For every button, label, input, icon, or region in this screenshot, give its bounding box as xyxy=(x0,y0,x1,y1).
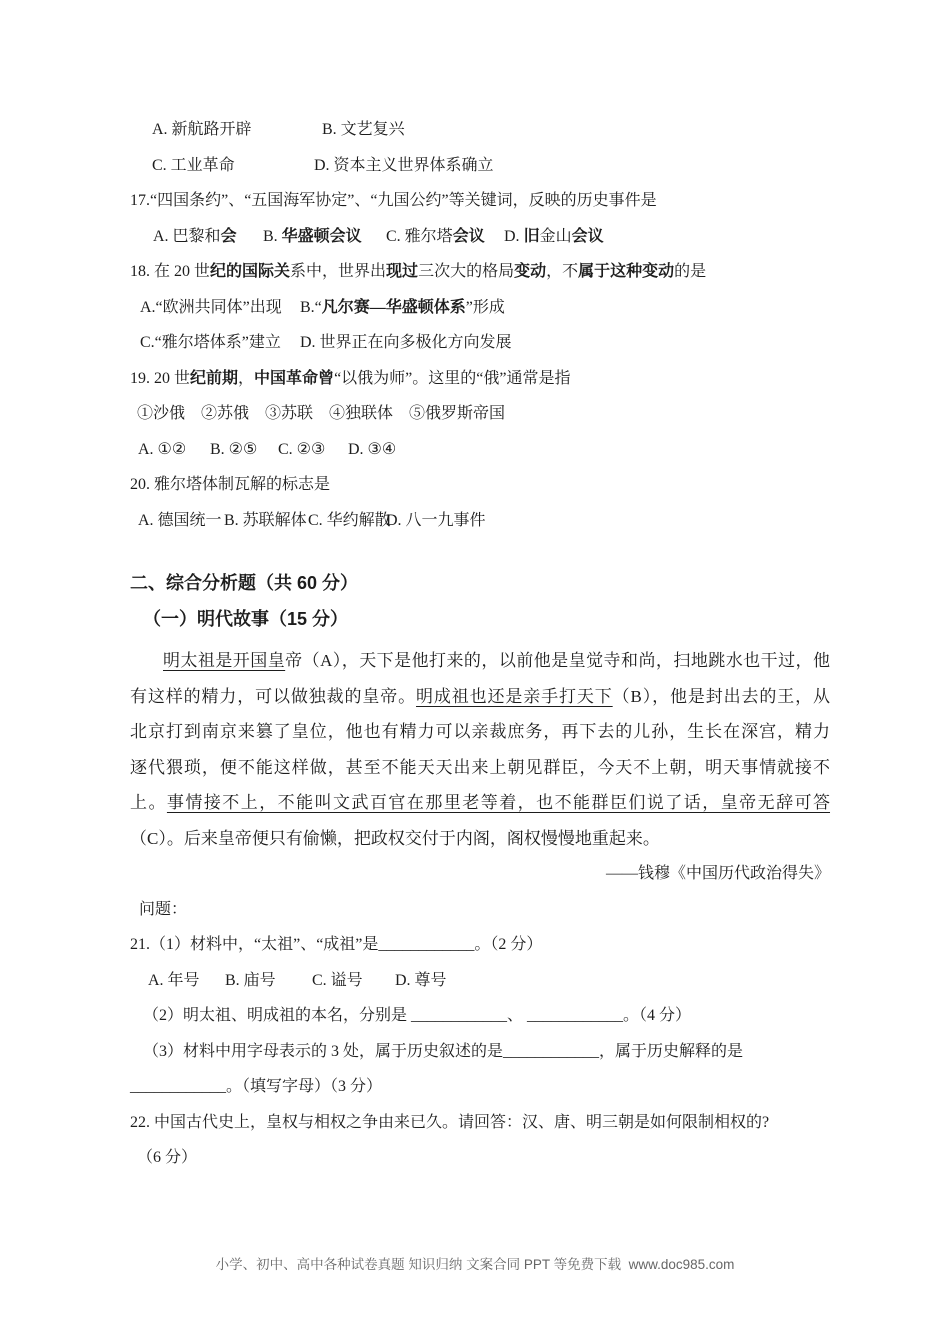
text-run: 18. 在 20 世 xyxy=(130,263,211,280)
text-run: ——钱穆《中国历代政治得失》 xyxy=(605,865,830,882)
text-run: 20. 雅尔塔体制瓦解的标志是 xyxy=(130,476,331,493)
q20-options xyxy=(130,503,830,539)
text-run: 北京打到南京来篡了皇位，他也有精力可以亲裁庶务，再下去的儿孙，生长在深宫，精力 xyxy=(130,722,830,741)
q17-stem xyxy=(130,183,830,219)
passage-line-5 xyxy=(130,785,830,821)
q19-items xyxy=(130,396,830,432)
text-run: 逐代猥琐，便不能这样做，甚至不能天天出来上朝见群臣，今天不上朝，明天事情就接不 xyxy=(130,757,830,777)
text-run: 纪的国际关 xyxy=(210,263,291,280)
text-run: 二、综合分析题（共 60 分） xyxy=(130,573,359,593)
option-cell xyxy=(300,290,505,326)
text-run: 上。 xyxy=(130,793,167,812)
option-cell xyxy=(225,963,312,999)
passage-line-1 xyxy=(130,643,830,679)
q18-option-row-ab xyxy=(130,290,830,326)
option-cell xyxy=(263,219,386,255)
q18-option-row-cd xyxy=(130,325,830,361)
q17-options xyxy=(130,219,830,255)
text-run: 事情接不上，不能叫文武百官在那里老等着，也不能群臣们说了话，皇帝无辞可答 xyxy=(166,793,831,812)
text-run: B. ②⑤ xyxy=(210,440,258,458)
option-cell xyxy=(153,219,263,255)
option-cell xyxy=(210,432,278,468)
text-run: D. ③④ xyxy=(348,440,397,458)
text-run: （C）。后来皇帝便只有偷懒，把政权交付于内阁，阁权慢慢地重起来。 xyxy=(130,828,660,848)
passage-line-3 xyxy=(130,714,830,750)
source-attribution xyxy=(130,856,830,892)
text-run: 17.“四国条约”、“五国海军协定”、“九国公约”等关键词，反映的历史事件是 xyxy=(130,192,657,209)
text-run: A.“欧洲共同体”出现 xyxy=(140,298,282,316)
option-cell xyxy=(322,112,405,148)
option-cell xyxy=(312,963,395,999)
text-run: （2）明太祖、明成祖的本名，分别是 ____________、 ____________。（4 分） xyxy=(143,1007,692,1024)
section-2-heading xyxy=(130,566,830,602)
text-run: 有这样的精力，可以做独裁的皇帝。 xyxy=(130,686,417,706)
option-cell xyxy=(504,219,604,255)
option-cell xyxy=(348,432,396,468)
text-run: D. 八一九事件 xyxy=(386,511,486,529)
q21-options xyxy=(130,963,830,999)
q21-part1-stem xyxy=(130,927,830,963)
q21-part3-continued xyxy=(130,1069,830,1105)
option-cell xyxy=(386,219,504,255)
text-run: ，不 xyxy=(546,263,579,280)
text-run: ， xyxy=(238,369,255,387)
q22-stem xyxy=(130,1105,830,1141)
text-run: 三次大的格局 xyxy=(418,263,515,280)
q20-stem xyxy=(130,467,830,503)
text-run: C. 华约解散 xyxy=(308,511,391,529)
option-cell xyxy=(308,503,391,539)
text-run: C. 工业革命 xyxy=(152,156,235,174)
text-run: 会议 xyxy=(571,227,604,245)
part-1-heading xyxy=(130,602,830,638)
text-run: A. ①② xyxy=(138,440,187,458)
option-cell xyxy=(138,503,224,539)
text-run: 旧 xyxy=(523,227,540,245)
text-run: D. 资本主义世界体系确立 xyxy=(314,156,494,174)
text-run: 系中，世界出 xyxy=(290,263,387,280)
text-run: （B），他是封出去的王，从 xyxy=(612,686,831,706)
passage-line-6 xyxy=(130,821,830,857)
text-run: 22. 中国古代史上，皇权与相权之争由来已久。请回答：汉、唐、明三朝是如何限制相权的? xyxy=(130,1113,770,1131)
text-run: 会议 xyxy=(452,227,485,245)
text-run: ____________。（填写字母）（3 分） xyxy=(130,1078,383,1095)
text-run: C. 雅尔塔 xyxy=(386,227,453,245)
option-cell xyxy=(395,963,447,999)
text-run: B. 文艺复兴 xyxy=(322,121,405,138)
q22-points xyxy=(130,1140,830,1176)
text-run: 金山 xyxy=(539,227,572,245)
text-run: A. 巴黎和 xyxy=(153,227,221,245)
text-run: D. xyxy=(504,227,524,245)
q21-part2-stem xyxy=(130,998,830,1034)
option-cell xyxy=(152,112,322,148)
option-cell xyxy=(314,148,494,184)
q16-option-row-cd xyxy=(130,148,830,184)
text-run: ①沙俄 ②苏俄 ③苏联 ④独联体 ⑤俄罗斯帝国 xyxy=(137,405,506,422)
option-cell xyxy=(138,432,210,468)
option-cell xyxy=(386,503,486,539)
text-run: 属于这种变动 xyxy=(578,263,675,280)
q21-part3-stem xyxy=(130,1034,830,1070)
questions-label xyxy=(130,892,830,928)
option-cell xyxy=(224,503,308,539)
text-run: B.“ xyxy=(300,298,322,316)
text-run: “以俄为师”。这里的“俄”通常是指 xyxy=(334,369,571,387)
text-run: B. 苏联解体 xyxy=(224,511,307,529)
option-cell xyxy=(140,290,300,326)
text-run: 明成祖也还是亲手打天下 xyxy=(416,686,613,706)
text-run: 现过 xyxy=(386,263,419,280)
text-run: 纪前期 xyxy=(190,369,239,387)
text-run: D. 尊号 xyxy=(395,971,447,989)
text-run: 华盛顿会议 xyxy=(281,227,362,245)
option-cell xyxy=(300,325,512,361)
option-cell xyxy=(278,432,348,468)
option-cell xyxy=(140,325,300,361)
text-run: B. 庙号 xyxy=(225,971,276,989)
q16-option-row-ab xyxy=(130,112,830,148)
text-run: C.“雅尔塔体系”建立 xyxy=(140,334,281,351)
text-run: 明太祖是开国皇 xyxy=(163,651,286,670)
text-run: （3）材料中用字母表示的 3 处，属于历史叙述的是____________，属于历史解释的是 xyxy=(143,1042,744,1060)
text-run: （一）明代故事（15 分） xyxy=(143,608,349,629)
text-run: 凡尔赛—华盛顿体系 xyxy=(321,298,466,316)
text-run: B. xyxy=(263,227,282,245)
text-run: 的是 xyxy=(674,263,707,280)
document-body xyxy=(130,112,830,1176)
q19-stem xyxy=(130,361,830,397)
text-run: 变动 xyxy=(514,263,547,280)
text-run: C. ②③ xyxy=(278,440,326,458)
text-run: C. 谥号 xyxy=(312,971,363,989)
text-run: 19. 20 世 xyxy=(130,369,191,387)
option-cell xyxy=(148,963,225,999)
text-run: A. 新航路开辟 xyxy=(152,121,252,138)
passage-line-4 xyxy=(130,750,830,786)
text-run: A. 德国统一 xyxy=(138,511,222,529)
footer-text: 小学、初中、高中各种试卷真题 知识归纳 文案合同 PPT 等免费下载 www.doc985.com xyxy=(215,1257,735,1272)
text-run: ”形成 xyxy=(465,298,505,316)
text-run: 问题： xyxy=(139,900,188,918)
q18-stem xyxy=(130,254,830,290)
text-run: 21.（1）材料中，“太祖”、“成祖”是____________。（2 分） xyxy=(130,936,543,953)
q19-options xyxy=(130,432,830,468)
text-run: A. 年号 xyxy=(148,971,200,989)
text-run: （6 分） xyxy=(137,1149,198,1166)
text-run: 会 xyxy=(220,227,237,245)
option-cell xyxy=(152,148,314,184)
text-run: D. 世界正在向多极化方向发展 xyxy=(300,334,512,351)
page-footer xyxy=(0,1253,950,1273)
passage-line-2 xyxy=(130,679,830,715)
text-run: 帝（A），天下是他打来的，以前他是皇觉寺和尚，扫地跳水也干过，他 xyxy=(285,651,830,670)
text-run: 中国革命曾 xyxy=(254,369,335,387)
